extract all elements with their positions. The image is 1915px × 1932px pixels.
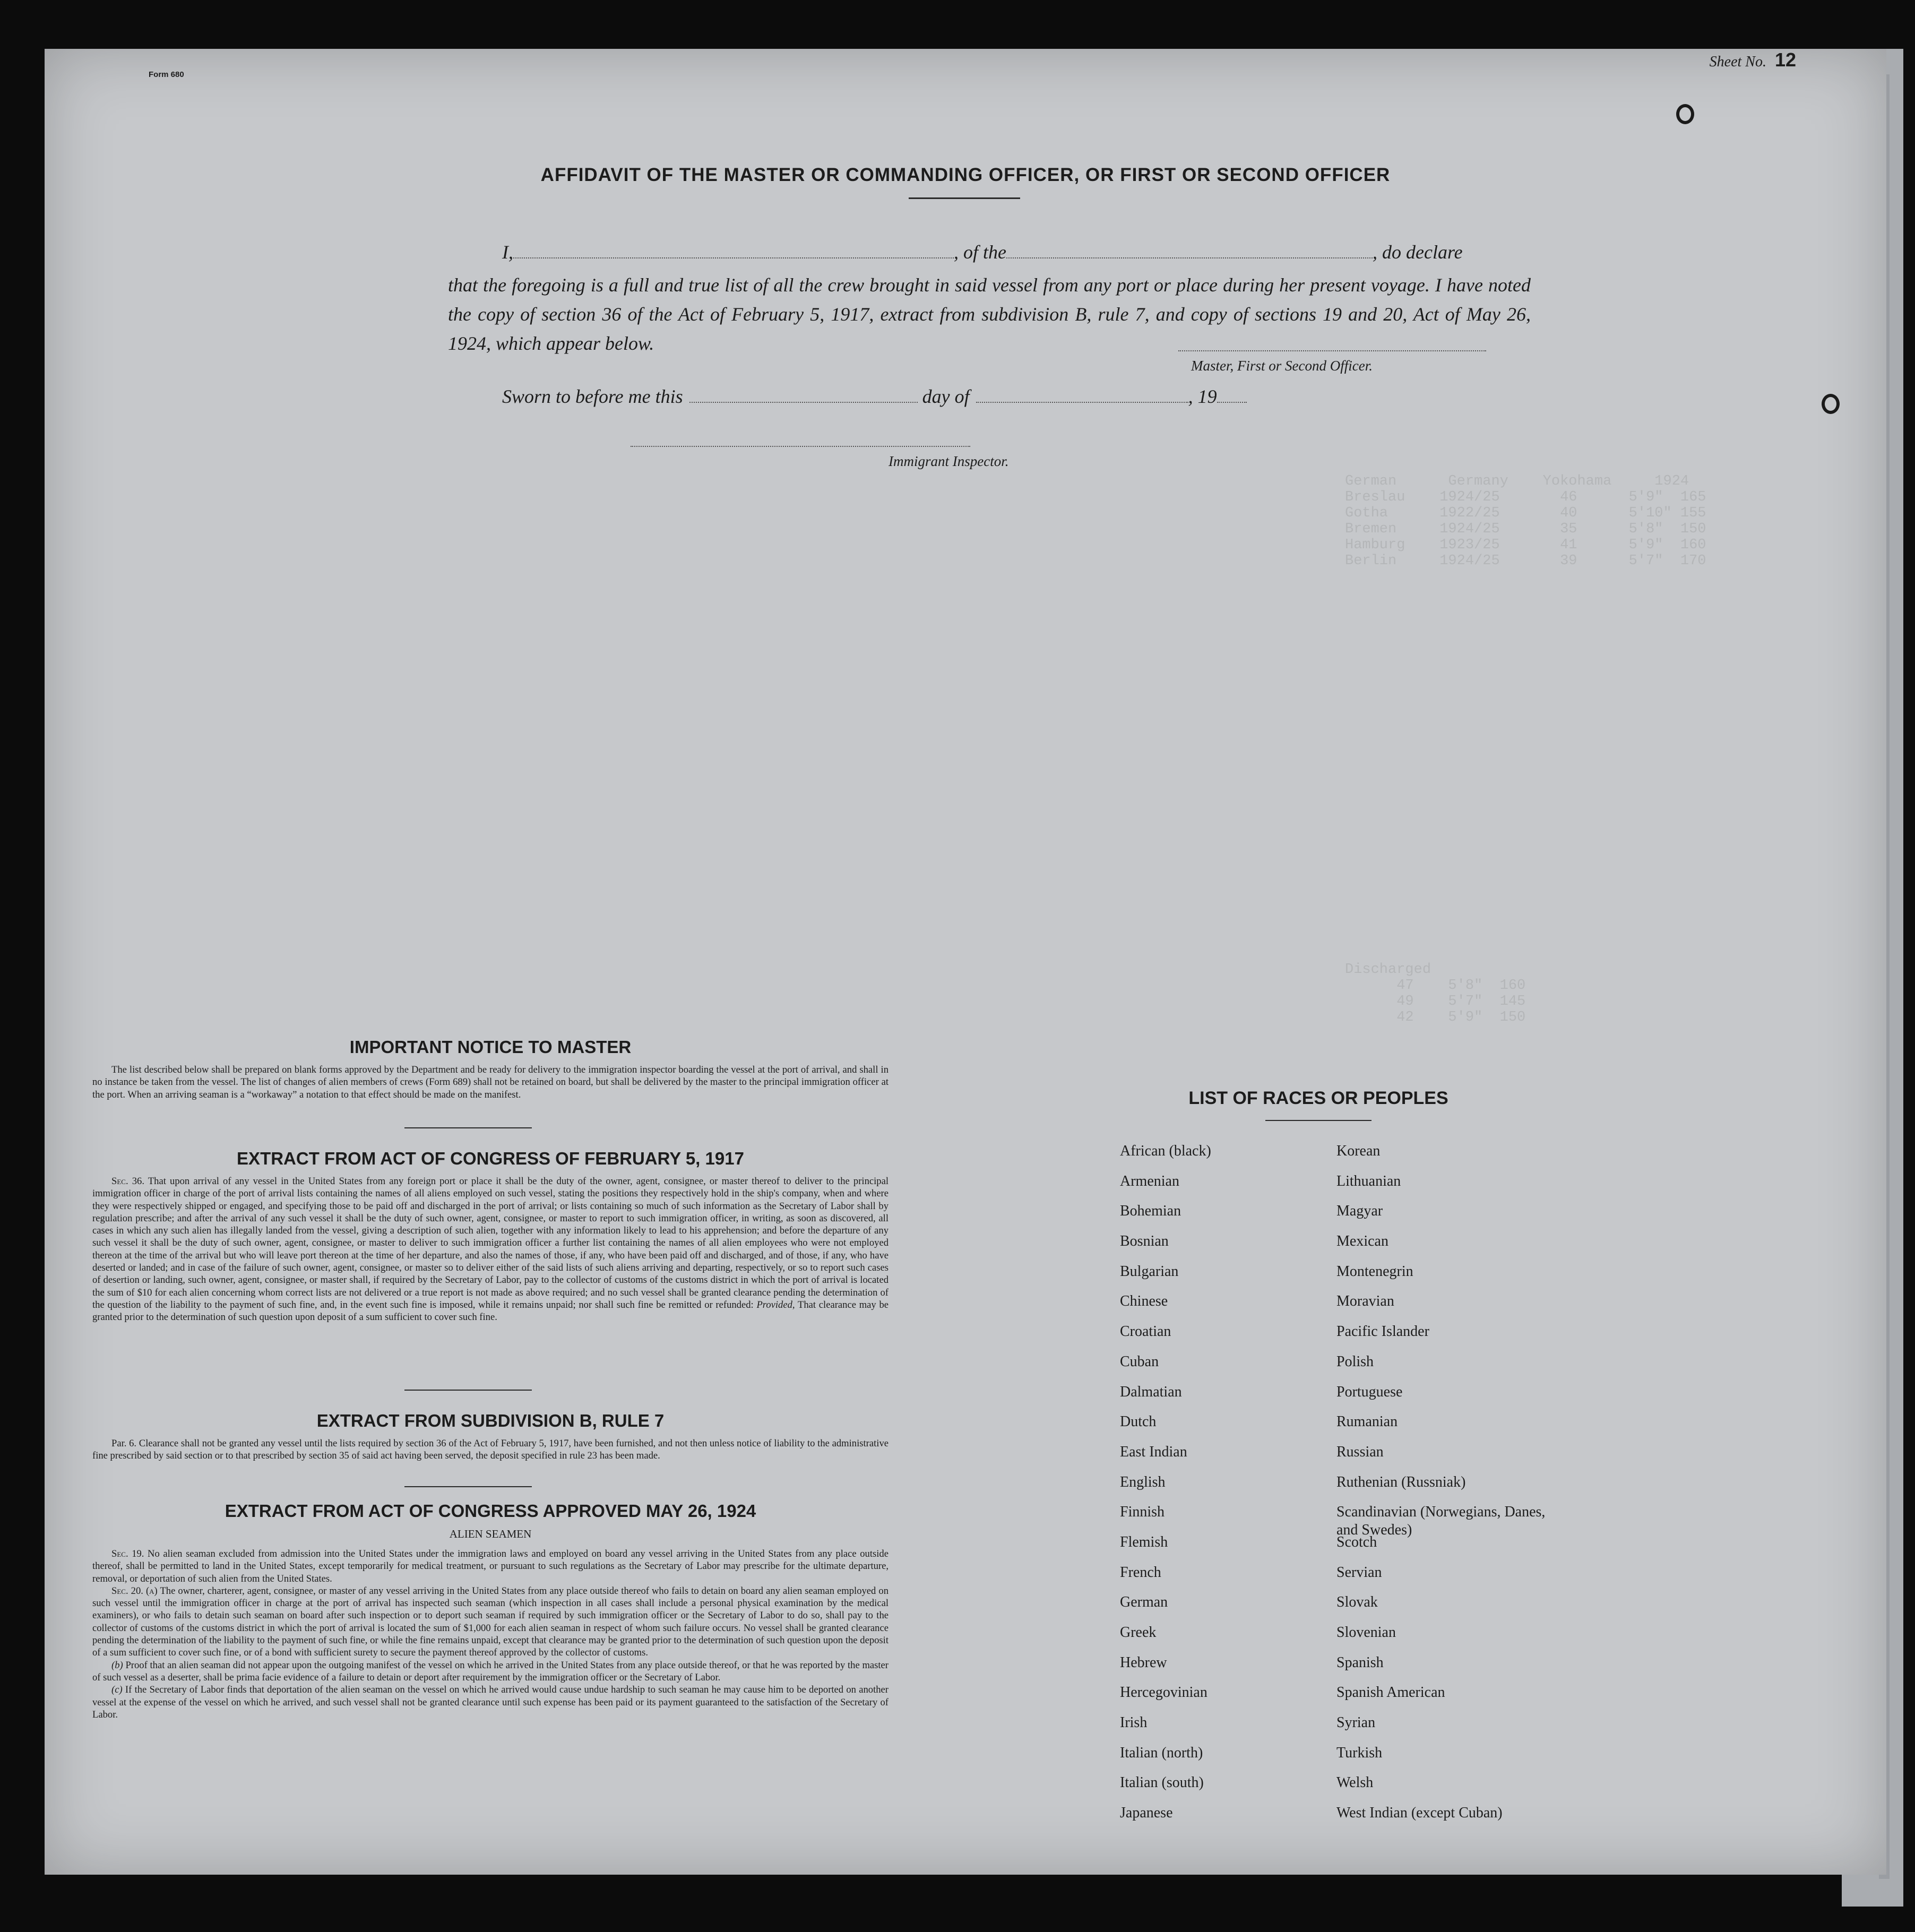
- race-item: Hebrew: [1120, 1654, 1167, 1671]
- race-item: Bulgarian: [1120, 1263, 1179, 1280]
- affidavit-title: AFFIDAVIT OF THE MASTER OR COMMANDING OFFICER, OR FIRST OR SECOND OFFICER: [540, 165, 1391, 185]
- race-item: Spanish American: [1336, 1684, 1445, 1701]
- race-item: Croatian: [1120, 1323, 1171, 1340]
- race-item: African (black): [1120, 1143, 1211, 1159]
- extract-rule7-text: [92, 1437, 889, 1462]
- sheet-number-label: Sheet No.: [1709, 54, 1766, 70]
- race-item: Rumanian: [1336, 1413, 1398, 1430]
- races-right-column: [1336, 1142, 1559, 1834]
- race-item: Syrian: [1336, 1714, 1376, 1731]
- proviso-label: Provided,: [756, 1299, 795, 1310]
- section-rule: [404, 1486, 532, 1487]
- race-item: Scandinavian (Norwegians, Danes, and Swedes): [1336, 1504, 1546, 1539]
- section-rule: [404, 1390, 532, 1391]
- affidavit-i: I,: [502, 242, 513, 263]
- race-item: Pacific Islander: [1336, 1323, 1429, 1340]
- affidavit-of-the: , of the: [954, 242, 1006, 263]
- affidavit-line-1: [502, 241, 1564, 263]
- sworn-day-of: day of: [922, 386, 970, 407]
- race-item: Finnish: [1120, 1504, 1165, 1521]
- sec-36-label: Sec. 36.: [111, 1176, 144, 1187]
- race-item: Spanish: [1336, 1654, 1384, 1671]
- proviso-text: That clearance may be granted prior to the determination of such question upon deposit of a sum sufficient to cover such fine.: [92, 1299, 889, 1323]
- affidavit-declare: , do declare: [1372, 242, 1463, 263]
- sec-20c-label: (c): [111, 1684, 123, 1696]
- extract-1924-title: EXTRACT FROM ACT OF CONGRESS APPROVED MAY 26, 1924: [225, 1501, 756, 1521]
- race-item: Cuban: [1120, 1353, 1159, 1370]
- sworn-line: [502, 385, 1247, 408]
- race-item: Lithuanian: [1336, 1172, 1401, 1189]
- race-item: Slovenian: [1336, 1624, 1396, 1641]
- race-item: German: [1120, 1594, 1168, 1611]
- race-item: Dutch: [1120, 1413, 1157, 1430]
- reinforced-hole: [1676, 104, 1694, 124]
- sec-20b-label: (b): [111, 1659, 123, 1671]
- race-item: Armenian: [1120, 1172, 1179, 1189]
- sec-36-text: That upon arrival of any vessel in the United States from any foreign port or place it shall be the duty of the owner, agent, consignee, or master thereof to deliver to the principal immigration officer in charge of the port of arrival lists containing the names of all aliens employed on such vessel, stating the positions they respectively hold in the ship's company, when and where they were respectively shipped or engaged, and specifying those to be paid off and discharged in the port of arrival; or lists containing so much of such information as the Secretary of Labor shall by regulation prescribe; and after the arrival of any such vessel it shall be the duty of such owner, agent, consignee, or master to report to such immigration officer, in writing, as soon as discovered, all cases in which any such alien has illegally landed from the vessel, giving a description of such alien, together with any information likely to lead to his apprehension; and before the departure of any such vessel it shall be the duty of such owner, agent, consignee, or master to deliver to such immigration officer a further list containing the names of all alien employees who were not employed thereon at the time of the arrival but who will leave port thereon at the time of her departure, and also the names of those, if any, who have been paid off and discharged, and of those, if any, who have deserted or landed; and in case of the failure of such owner, agent, consignee, or master so to deliver either of the said lists of such aliens arriving and departing, respectively, or so to report such cases of desertion or landing, such owner, agent, consignee, or master shall, if required by the Secretary of Labor, pay to the collector of customs of the customs district in which the port of arrival is located the sum of $10 for each alien concerning whom correct lists are not delivered or a true report is not made as above required; and no such vessel shall be granted clearance pending the determination of the question of the liability to the payment of such fine, and, in the event such fine is imposed, while it remains unpaid; nor shall such fine be remitted or refunded:: [92, 1176, 889, 1310]
- race-item: Slovak: [1336, 1594, 1378, 1611]
- bleed-through-text: Discharged 47 5'8" 160 49 5'7" 145 42 5'9" 150: [1345, 962, 1526, 1025]
- race-item: Ruthenian (Russniak): [1336, 1473, 1466, 1490]
- race-item: Russian: [1336, 1443, 1384, 1460]
- extract-1917-text: [92, 1175, 889, 1324]
- race-item: West Indian (except Cuban): [1336, 1805, 1503, 1822]
- section-rule: [404, 1127, 532, 1128]
- sec-20c-text: If the Secretary of Labor finds that deportation of the alien seaman on the vessel on which he arrived would cause undue hardship to such seaman he may cause him to be deported on another vessel at the expense of the vessel on which he arrived, and such vessel shall not be granted clearance until such expense has been paid or its payment guaranteed to the satisfaction of the Secretary of Labor.: [92, 1684, 889, 1720]
- form-number: Form 680: [149, 70, 184, 79]
- race-item: Servian: [1336, 1564, 1382, 1581]
- race-item: Moravian: [1336, 1293, 1394, 1310]
- race-item: Magyar: [1336, 1203, 1383, 1220]
- bleed-through-text: German Germany Yokohama 1924 Breslau 1924/25 46 5'9" 165 Gotha 1922/25 40 5'10" 155 Bremen 1924/25 35 5'8" 150 Hamburg 1923/25 41 5'9" 160 Berlin 1924/25 39 5'7" 170: [1345, 473, 1706, 569]
- races-title: LIST OF RACES OR PEOPLES: [1188, 1088, 1448, 1108]
- extract-1924-text: [92, 1548, 889, 1721]
- alien-seamen-subtitle: ALIEN SEAMEN: [449, 1528, 532, 1540]
- race-item: Italian (south): [1120, 1774, 1204, 1791]
- race-item: Italian (north): [1120, 1744, 1203, 1761]
- race-item: Korean: [1336, 1143, 1381, 1159]
- notice-text-body: The list described below shall be prepared on blank forms approved by the Department and be ready for delivery to the immigration inspector boarding the vessel at the port of arrival, and shall in no instance be taken from the vessel. The list of changes of alien members of crews (Form 689) shall not be retained on board, but shall be delivered by the master to the principal immigration officer at the port. When an arriving seaman is a “workaway” a notation to that effect should be made on the manifest.: [92, 1064, 889, 1100]
- race-item: Turkish: [1336, 1744, 1383, 1761]
- sworn-year-field[interactable]: [1217, 402, 1247, 403]
- race-item: Chinese: [1120, 1293, 1168, 1310]
- sec-20b-text: Proof that an alien seaman did not appear upon the outgoing manifest of the vessel on which he arrived in the United States from any place outside thereof, or that he was reported by the master of such vessel as a deserter, shall be prima facie evidence of a failure to detain or deport after requirement by the immigration officer or the Secretary of Labor.: [92, 1659, 889, 1683]
- extract-rule7-title: EXTRACT FROM SUBDIVISION B, RULE 7: [316, 1411, 665, 1430]
- sheet-number-value: 12: [1774, 49, 1796, 71]
- race-item: East Indian: [1120, 1443, 1187, 1460]
- race-item: Irish: [1120, 1714, 1148, 1731]
- race-item: Bosnian: [1120, 1233, 1169, 1250]
- notice-title: IMPORTANT NOTICE TO MASTER: [349, 1037, 632, 1057]
- race-item: Mexican: [1336, 1233, 1388, 1250]
- race-item: Greek: [1120, 1624, 1157, 1641]
- manifest-sheet: [45, 49, 1886, 1875]
- race-item: Portuguese: [1336, 1383, 1403, 1400]
- race-item: Bohemian: [1120, 1203, 1181, 1220]
- sec-19-text: No alien seaman excluded from admission into the United States under the immigration laws and employed on board any vessel arriving in the United States from any place outside thereof, shall be permitted to land in the United States, except temporarily for medical treatment, or pursuant to such regulations as the Secretary of Labor may prescribe for the ultimate departure, removal, or deportation of such alien from the United States.: [92, 1548, 889, 1584]
- title-rule: [909, 197, 1020, 199]
- master-signature-field[interactable]: [1178, 349, 1486, 351]
- notice-text: [92, 1064, 889, 1101]
- sworn-month-field[interactable]: [976, 402, 1188, 403]
- races-rule: [1265, 1120, 1371, 1121]
- race-item: Scotch: [1336, 1533, 1377, 1550]
- rule7-text-body: Par. 6. Clearance shall not be granted any vessel until the lists required by section 36 of the Act of February 5, 1917, have been furnished, and not then unless notice of liability to the administrative fine prescribed by said section or to that prescribed by section 35 of said act having been served, the deposit specified in rule 23 has been made.: [92, 1438, 889, 1462]
- sworn-day-field[interactable]: [689, 402, 918, 403]
- race-item: Welsh: [1336, 1774, 1374, 1791]
- sworn-text: Sworn to before me this: [502, 386, 683, 407]
- master-signature-label: Master, First or Second Officer.: [1191, 358, 1373, 374]
- race-item: Dalmatian: [1120, 1383, 1182, 1400]
- race-item: English: [1120, 1473, 1166, 1490]
- reinforced-hole: [1822, 394, 1840, 414]
- sec-20a: [92, 1585, 889, 1659]
- race-item: Flemish: [1120, 1533, 1168, 1550]
- inspector-signature-field[interactable]: [631, 445, 970, 447]
- sec-20-label: Sec. 20. (a): [111, 1585, 158, 1597]
- affidavit-body: that the foregoing is a full and true list of all the crew brought in said vessel from any port or place during her present voyage. I have noted the copy of section 36 of the Act of February 5, 1917, extract from subdivision B, rule 7, and copy of sections 19 and 20, Act of May 26, 1924, which appear below.: [448, 274, 1531, 354]
- extract-1917-title: EXTRACT FROM ACT OF CONGRESS OF FEBRUARY 5, 1917: [237, 1149, 744, 1168]
- race-item: Montenegrin: [1336, 1263, 1413, 1280]
- sec-20-text: The owner, charterer, agent, consignee, or master of any vessel arriving in the United States from any place outside thereof who fails to detain on board any alien seaman employed on such vessel until the immigration officer in charge at the port of arrival has inspected such seaman (which inspection in all cases shall include a personal physical examination by the medical examiners), or who fails to detain such seaman on board after such inspection or to deport such seaman if required by such immigration officer or the Secretary of Labor to do so, shall pay to the collector of customs of the customs district in which the port of arrival is located the sum of $1,000 for each alien seaman in respect of whom such failure occurs. No vessel shall be granted clearance pending the determination of the liability to the payment of such fine, or while the fine remains unpaid, except that clearance may be granted prior to the determination of such question upon the deposit of a sum sufficient to cover such fine, or of a bond with sufficient surety to secure the payment thereof approved by the collector of customs.: [92, 1585, 889, 1659]
- race-item: Japanese: [1120, 1805, 1173, 1822]
- race-item: French: [1120, 1564, 1161, 1581]
- sheet-number: [1710, 49, 1796, 71]
- sec-19-label: Sec. 19.: [111, 1548, 144, 1559]
- race-item: Hercegovinian: [1120, 1684, 1207, 1701]
- inspector-label: Immigrant Inspector.: [889, 453, 1009, 469]
- sec-19: [92, 1548, 889, 1585]
- races-left-column: [1120, 1142, 1211, 1834]
- race-item: Polish: [1336, 1353, 1374, 1370]
- sec-20b: [92, 1659, 889, 1684]
- officer-name-field[interactable]: [513, 257, 954, 258]
- vessel-name-field[interactable]: [1006, 257, 1373, 258]
- sec-20c: [92, 1684, 889, 1721]
- sworn-year: , 19: [1188, 386, 1217, 407]
